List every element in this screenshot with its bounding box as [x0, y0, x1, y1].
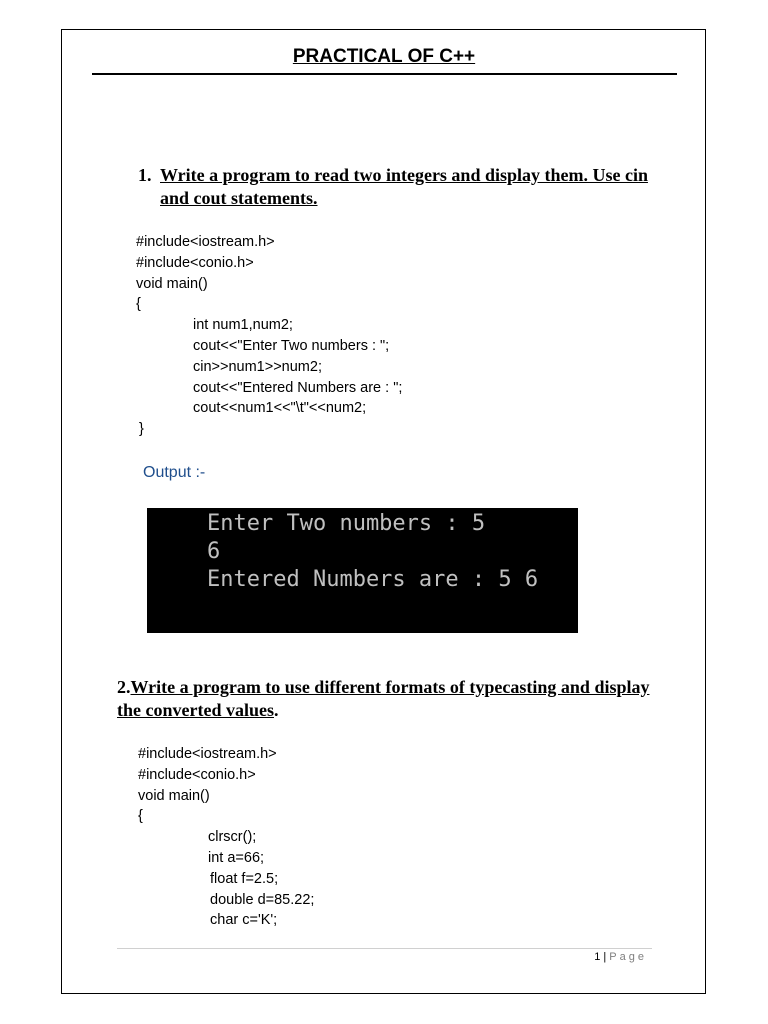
question-1-text: Write a program to read two integers and display them. Use cin and cout statements.: [160, 165, 648, 208]
document-title: PRACTICAL OF C++: [292, 46, 476, 67]
code-line: void main(): [136, 275, 208, 292]
code-line: cout<<"Entered Numbers are : ";: [193, 379, 403, 396]
question-2-trailing: .: [273, 700, 279, 720]
output-label: Output :-: [143, 464, 206, 481]
code-line: #include<conio.h>: [138, 766, 256, 783]
console-screenshot: [147, 508, 578, 633]
code-line: double d=85.22;: [210, 891, 315, 908]
page-footer: [594, 951, 647, 963]
question-1-number: 1.: [138, 165, 152, 185]
footer-separator: |: [603, 951, 607, 963]
code-line: void main(): [138, 787, 210, 804]
code-line: #include<iostream.h>: [136, 234, 275, 250]
code-line: cout<<"Enter Two numbers : ";: [193, 337, 390, 354]
code-line: float f=2.5;: [210, 870, 279, 887]
page-number: 1: [594, 951, 601, 963]
code-line: cout<<num1<<"\t"<<num2;: [193, 400, 367, 417]
code-line: #include<conio.h>: [136, 254, 254, 271]
code-line: #include<iostream.h>: [138, 746, 277, 762]
code-block-1: [136, 232, 402, 440]
code-line: {: [138, 808, 143, 825]
code-line: int a=66;: [208, 849, 265, 866]
code-line: {: [136, 296, 141, 313]
console-line: Enter Two numbers : 5: [207, 511, 486, 536]
question-2-text: Write a program to use different formats of typecasting and display the converted values: [117, 677, 650, 720]
question-2-number: 2.: [117, 677, 131, 697]
code-line: }: [139, 421, 144, 438]
code-line: char c='K';: [210, 912, 278, 929]
question-1: [138, 164, 678, 210]
console-line: Entered Numbers are : 5 6: [207, 567, 539, 592]
footer-rule: [117, 948, 652, 949]
code-line: clrscr();: [208, 829, 257, 846]
console-line: 6: [207, 539, 221, 564]
page-label: Page: [609, 951, 647, 963]
code-line: cin>>num1>>num2;: [193, 358, 322, 375]
code-block-2: [138, 744, 314, 931]
question-2: [117, 676, 677, 722]
code-line: int num1,num2;: [193, 317, 293, 334]
title-rule: [92, 73, 677, 75]
